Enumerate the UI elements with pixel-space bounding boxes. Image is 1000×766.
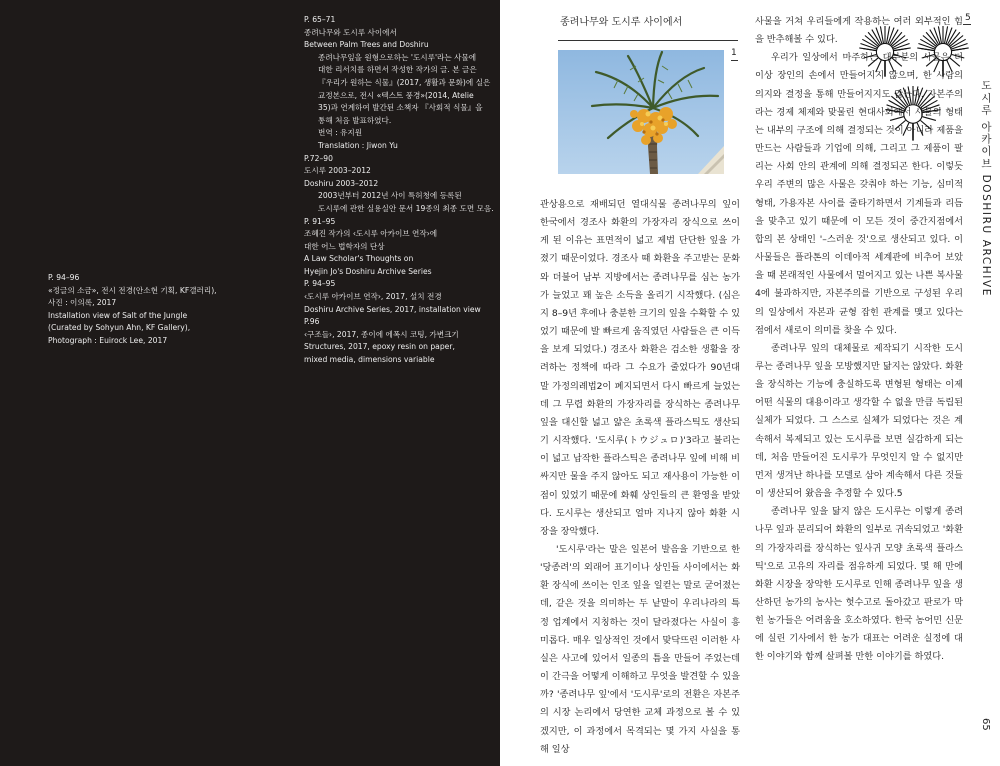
caption-line: 종려나무와 도시루 사이에서: [304, 27, 397, 37]
page-marker: 5: [965, 13, 971, 23]
palm-tree-photo-illustration: [558, 50, 724, 174]
palm-leaf-fan: [917, 26, 968, 77]
caption-line: 2003년부터 2012년 사이 특허청에 등록된: [318, 191, 462, 201]
caption-line: Translation : Jiwon Yu: [318, 140, 398, 150]
body-paragraph: 종려나무 잎의 대체물로 제작되기 시작한 도시루는 종려나무 잎을 모방했지만 닮지는 않았다. 화환을 장식하는 기능에 충실하도록 변형된 형태는 이제 어떤 식물의 대용이라고 생각할 수 없을 만큼 독립된 실체가 되었다. 그 스스로 실체가 되었다는 것은 계속해서 복제되고 있는 도시루를 보면 실감하게 되는데, 처음 만들어진 도시루가 무엇인지 알 수 없지만 먼저 생겨난 하나를 모델로 삼아 계속해서 다른 것들이 생산되어 왔음을 추정할 수 있다.5: [755, 342, 963, 500]
caption-line: mixed media, dimensions variable: [304, 355, 435, 365]
palm-leaf-fan: [859, 26, 910, 77]
caption-line: «정글의 소금», 전시 전경(안소현 기획, KF갤러리),: [48, 285, 217, 295]
caption-line: 도시루에 관한 실용실안 문서 19종의 최종 도면 모음.: [318, 203, 494, 213]
caption-line: ‹구조들›, 2017, 종이에 에폭시 코팅, 가변크기: [304, 329, 459, 339]
title-rule: [558, 40, 738, 41]
section-title: 종려나무와 도시루 사이에서: [560, 17, 683, 28]
caption-line: P. 94–95: [304, 279, 336, 289]
caption-line: Hyejin Jo's Doshiru Archive Series: [304, 266, 432, 276]
figure-number: 1: [731, 48, 737, 58]
caption-line: ‹도시루 아카이브 연작›, 2017, 설치 전경: [304, 292, 442, 302]
caption-line: Doshiru Archive Series, 2017, installation view: [304, 304, 481, 314]
caption-line: 종려나무잎을 원형으로하는 '도시루'라는 사물에: [318, 52, 477, 62]
running-head: 도시루 아카이브 DOSHIRU ARCHIVE: [980, 80, 992, 297]
caption-line: 사진 : 이의록, 2017: [48, 298, 117, 308]
body-paragraph: 종려나무 잎을 닮지 않은 도시루는 이렇게 종려나무 잎과 분리되어 화환의 일부로 귀속되었고 '화환의 가장자리를 장식하는 잎사귀 모양 초록색 플라스틱'으로 고유의 자리를 점유하게 되었다. 몇 해 만에 화환 시장을 장악한 도시루로 인해 종려나무 잎을 생산하던 농가의 농사는 헛수고로 돌아갔고 판로가 막힌 농가들은 어려움을 호소하였다. 한국 농어민 신문에 실린 기사에서 한 농가 대표는 어려운 실정에 대한 이야기와 함께 살펴볼 만한 이야기를 하였다.: [755, 506, 963, 663]
caption-line: 『우리가 원하는 식물』(2017, 생활과 문화)에 실은: [318, 77, 491, 87]
body-paragraph: 사물을 거쳐 우리들에게 작용하는 여러 외부적인 힘을 반추해볼 수 있다.: [755, 16, 963, 46]
palm-leaf-fan: [885, 86, 940, 141]
caption-line: 조혜진 작가의 ‹도시루 아카이브 연작›에: [304, 229, 438, 239]
folio-page-number: 65: [980, 718, 991, 731]
caption-block-right: [304, 14, 500, 367]
body-paragraph: '도시루'라는 말은 일본어 발음을 기반으로 한 '당종려'의 외래어 표기이나 상인들 사이에서는 화환 장식에 쓰이는 인조 잎을 일컫는 말로 굳어졌는데, 같은 것을 의미하는 두 낱말이 우리나라의 특정 업계에서 지칭하는 것이 달라졌다는 사실이 흥미롭다. 매우 일상적인 것에서 맞닥뜨린 이러한 사실은 사고에 있어서 일종의 틈을 만들어 주었는데 이 간극을 어떻게 이해하고 무엇을 발견할 수 있을까? '종려나무 잎'에서 '도시루'로의 전환은 자본주의 시장 논리에서 당연한 교체 과정으로 볼 수 있겠지만, 이 과정에서 목격되는 몇 가지 사실을 통해 일상: [540, 543, 740, 755]
body-paragraph: 우리가 일상에서 마주하는 대부분의 사물은 더 이상 장인의 손에서 만들어지지 않으며, 한 사람의 의지와 결정을 통해 만들어지지도 않는다. 자본주의라는 경제 체제와 맞물린 현대사회에서 사물의 형태는 내부의 구조에 의해 결정되는 것이 아니라 제품을 만드는 사람들과 기업에 의해, 그리고 그 제품이 팔리는 사회 안의 관계에 의해 결정되곤 한다. 이렇듯 우리 주변의 많은 사물은 갖춰야 하는 기능, 심미적 형태, 가용자본 사이를 줄타기하면서 기계들과 리듬을 맞추고 있기 때문에 이 모든 것이 중간지점에서 합의 본 상태인 '–스러운 것'으로 생산되고 있다. 이 사물들은 플라톤의 이데아적 세계관에 비추어 보았을 때 본래적인 사물에서 멀어지고 있는 나쁜 복사물4에 불과하지만, 자본주의를 기반으로 구성된 우리의 일상에서 자본과 균형 잡힌 관계를 맺고 있다는 점에서 새로이 의미를 찾을 수 있다.: [755, 52, 963, 336]
right-page: [500, 0, 1000, 766]
caption-line: 대한 리서치를 하면서 작성한 작가의 글. 본 글은: [318, 65, 477, 75]
caption-line: Doshiru 2003–2012: [304, 178, 379, 188]
caption-line: Structures, 2017, epoxy resin on paper,: [304, 342, 455, 352]
caption-line: Between Palm Trees and Doshiru: [304, 40, 429, 50]
caption-line: Photograph : Euirock Lee, 2017: [48, 335, 168, 345]
caption-line: 대한 어느 법학자의 단상: [304, 241, 385, 251]
body-paragraph: 관상용으로 재배되던 열대식물 종려나무의 잎이 한국에서 경조사 화환의 가장자리 장식으로 쓰이게 된 이유는 표면적이 넓고 제법 단단한 잎을 가졌기 때문이었다. 경조사 때 화환을 주고받는 문화와 더불어 남부 지방에서는 종려나무를 심는 농가가 늘었고 꽤 높은 소득을 올리기 시작했다. (심은 지 8–9년 후에나 충분한 크기의 잎을 수확할 수 있었기 때문에 발 빠르게 움직였던 사람들은 큰 이득을 보게 되었다.) 경조사 화환은 검소한 생활을 장려하는 정책에 따라 그 수요가 줄었다가 90년대 말 가정의례법2이 폐지되면서 다시 빠르게 늘었는데 그 무렵 화환의 가장자리를 장식하는 종려나무 잎을 대신할 넓고 얇은 초록색 플라스틱도 생산되기 시작했다. '도시루(トウジュロ)'3라고 불리는 이 넓고 납작한 플라스틱은 종려나무 잎에 비해 비싸지만 물을 주지 않아도 되고 재사용이 가능한 이점이 있었기 때문에 화훼 상인들의 큰 환영을 받았다. 도시루는 생산되고 얼마 지나지 않아 화환 시장을 장악했다.: [540, 199, 740, 537]
caption-line: P. 65–71: [304, 15, 336, 24]
caption-line: (Curated by Sohyun Ahn, KF Gallery),: [48, 323, 191, 333]
caption-line: Installation view of Salt of the Jungle: [48, 310, 188, 320]
caption-line: P.72–90: [304, 153, 333, 163]
caption-line: P. 94–96: [48, 273, 80, 282]
caption-line: 도시루 2003–2012: [304, 166, 371, 176]
palm-leaf-fan-ornament-icon: [855, 18, 975, 158]
figure-number-underline: [731, 60, 738, 61]
palm-tree-photo: [558, 50, 724, 174]
caption-line: P. 91–95: [304, 216, 336, 226]
caption-line: 35)과 연계하여 발간된 소책자 『사회적 식물』을: [318, 103, 483, 113]
caption-line: 교정본으로, 전시 «텍스트 풍경»(2014, Atelie: [318, 90, 474, 100]
caption-line: P.96: [304, 317, 320, 327]
caption-block-left: [48, 272, 248, 348]
body-column-1: [540, 196, 740, 759]
caption-line: 통해 처음 발표하였다.: [318, 115, 392, 125]
caption-line: A Law Scholar's Thoughts on: [304, 254, 414, 264]
caption-line: 번역 : 유지원: [318, 128, 363, 138]
